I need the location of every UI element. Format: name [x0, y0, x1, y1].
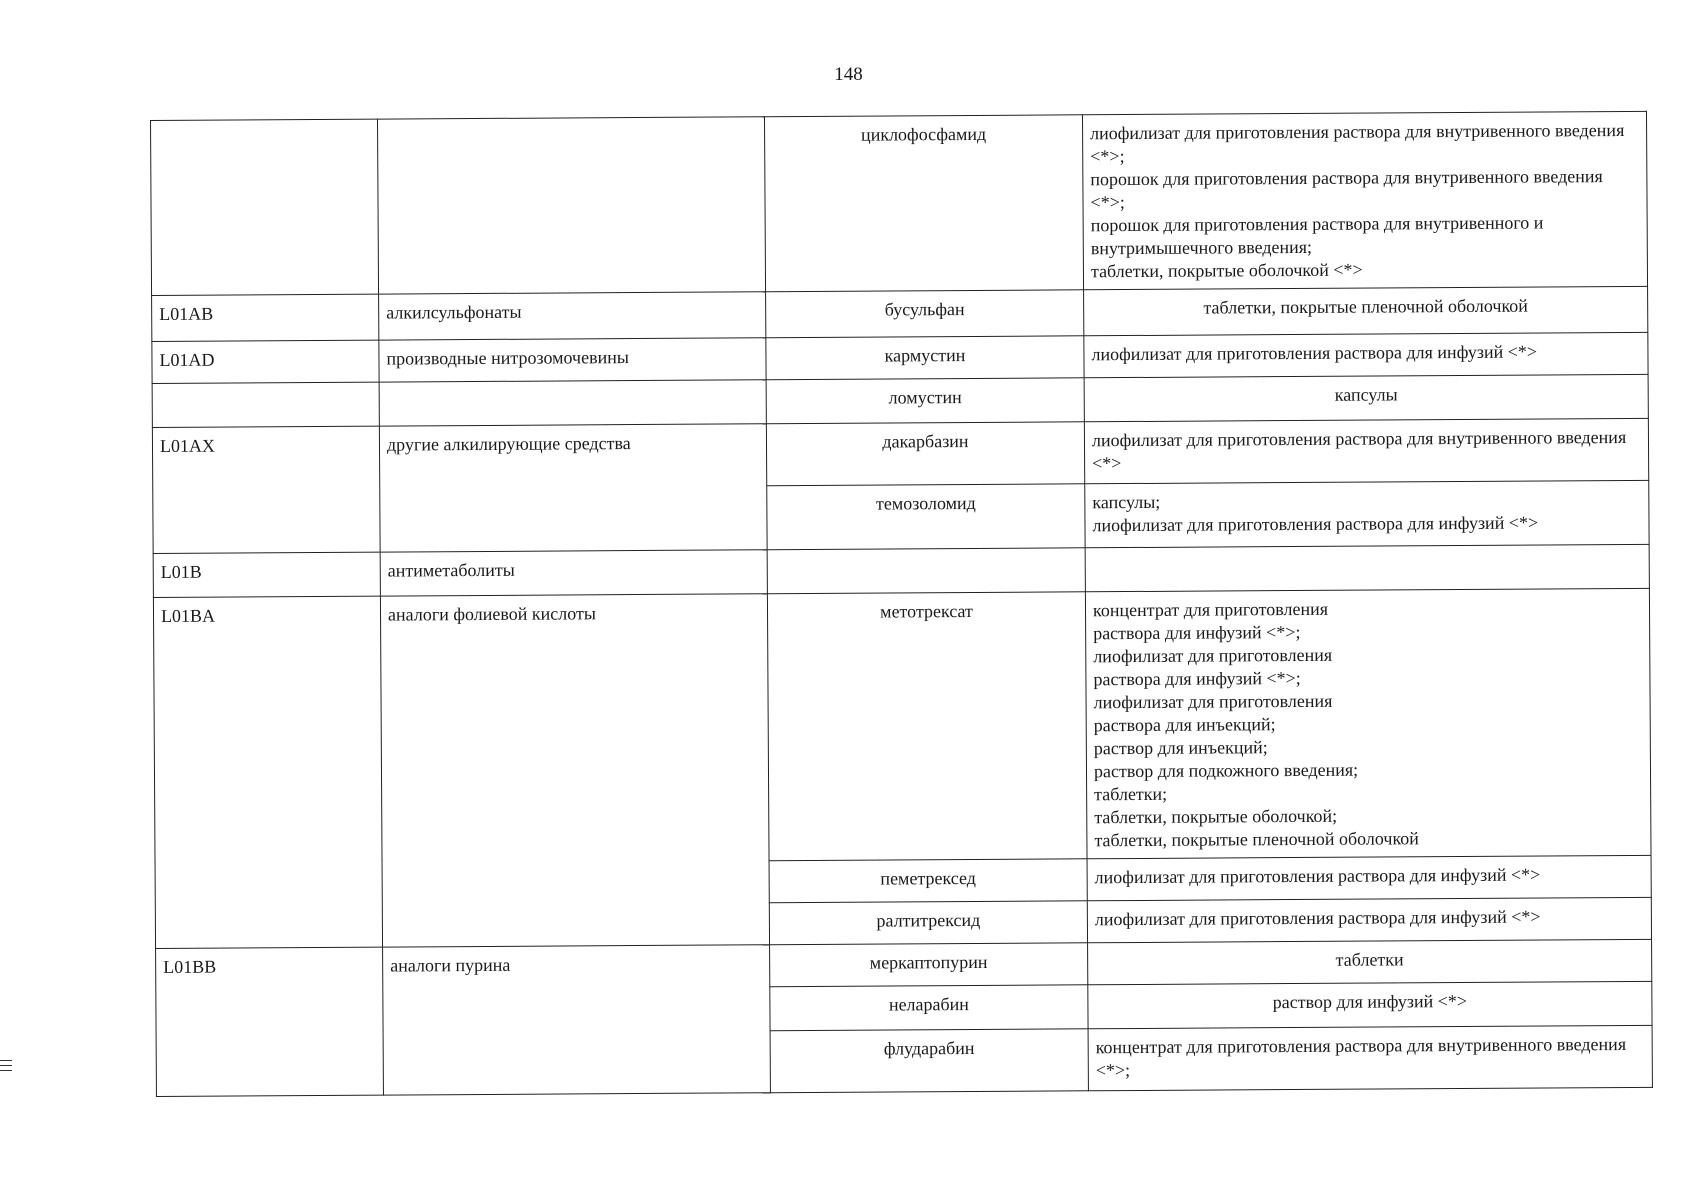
dosage-form-cell: таблетки, покрытые пленочной оболочкой: [1084, 286, 1648, 335]
group-cell: аналоги фолиевой кислоты: [380, 594, 769, 947]
drug-name-cell: циклофосфамид: [764, 115, 1083, 292]
dosage-form-cell: лиофилизат для приготовления раствора для внутривенного введения <*>: [1084, 418, 1648, 483]
atc-code-cell: L01AB: [152, 294, 379, 341]
drug-name-cell: метотрексат: [767, 592, 1087, 861]
drug-name-cell: бусульфан: [766, 290, 1084, 338]
atc-code-cell: [151, 119, 379, 295]
group-cell: другие алкилирующие средства: [379, 424, 767, 552]
dosage-form-cell: концентрат для приготовления раствора для внутривенного введения <*>;: [1088, 1025, 1652, 1090]
dosage-form-cell: раствор для инфузий <*>: [1088, 981, 1652, 1028]
table-row: [153, 588, 1651, 864]
drug-name-cell: дакарбазин: [766, 422, 1084, 486]
drug-name-cell: пеметрексед: [769, 859, 1087, 903]
group-cell: алкилсульфонаты: [379, 292, 766, 340]
group-cell: производные нитрозомочевины: [379, 338, 766, 382]
drug-name-cell: неларабин: [770, 985, 1088, 1031]
dosage-form-cell: лиофилизат для приготовления раствора для инфузий <*>: [1084, 332, 1648, 377]
group-cell: [377, 117, 765, 294]
drug-name-cell: темозоломид: [767, 484, 1085, 550]
dosage-form-cell: [1085, 544, 1649, 591]
dosage-form-cell: лиофилизат для приготовления раствора для инфузий <*>: [1087, 897, 1651, 942]
dosage-form-cell: лиофилизат для приготовления раствора для инфузий <*>: [1087, 855, 1651, 900]
table-row: [151, 111, 1648, 295]
dosage-form-cell: таблетки: [1088, 939, 1652, 984]
atc-code-cell: L01B: [153, 552, 380, 597]
page-number: 148: [834, 64, 863, 85]
drug-name-cell: ралтитрексид: [769, 901, 1087, 945]
group-cell: [379, 380, 766, 426]
atc-code-cell: L01BA: [153, 596, 382, 948]
drug-name-cell: флударабин: [770, 1029, 1088, 1093]
drug-table: [150, 111, 1653, 1097]
dosage-form-cell: лиофилизат для приготовления раствора для внутривенного введения <*>; порошок для приготовления раствора для внутривенного введения <*>; порошок для приготовления раствора для внутривенного и внутримышечного введения; таблетки, покрытые оболочкой <*>: [1082, 111, 1647, 289]
group-cell: антиметаболиты: [380, 550, 767, 596]
atc-code-cell: [152, 382, 379, 427]
drug-name-cell: [767, 548, 1085, 594]
dosage-form-cell: концентрат для приготовления раствора для инфузий <*>; лиофилизат для приготовления раствора для инфузий <*>; лиофилизат для приготовления раствора для инъекций; раствор для инъекций; раствор для подкожного введения; таблетки; таблетки, покрытые оболочкой; таблетки, покрытые пленочной оболочкой: [1085, 588, 1651, 858]
dosage-form-cell: капсулы; лиофилизат для приготовления раствора для инфузий <*>: [1085, 480, 1649, 547]
scan-marks: [0, 1060, 14, 1075]
drug-name-cell: ломустин: [766, 378, 1084, 424]
atc-code-cell: L01BB: [156, 947, 384, 1096]
atc-code-cell: L01AX: [152, 426, 380, 553]
dosage-form-cell: капсулы: [1084, 374, 1648, 421]
drug-name-cell: меркаптопурин: [770, 943, 1088, 987]
group-cell: аналоги пурина: [383, 945, 771, 1095]
drug-name-cell: кармустин: [766, 336, 1084, 380]
table-row: [152, 418, 1648, 489]
atc-code-cell: L01AD: [152, 340, 379, 383]
